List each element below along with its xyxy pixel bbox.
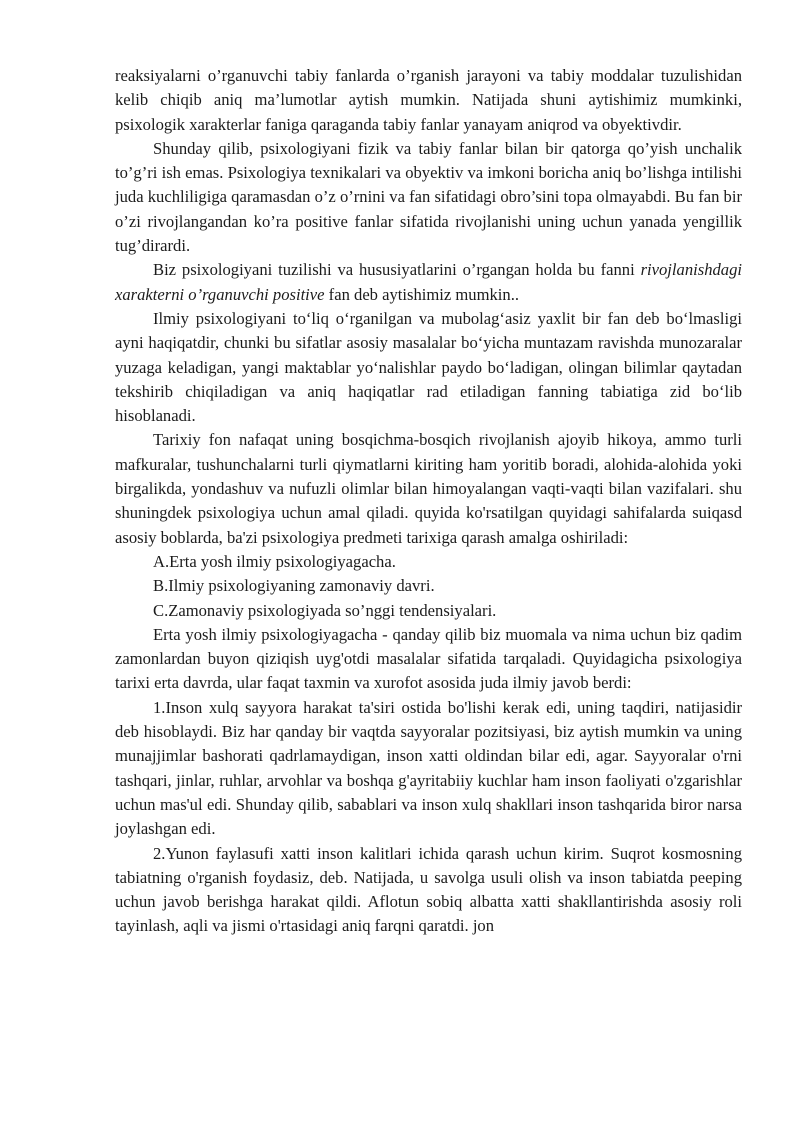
document-page — [115, 64, 742, 939]
paragraph-2: Shunday qilib, psixologiyani fizik va tabiy fanlar bilan bir qatorga qo’yish unchalik to’g’ri ish emas. Psixologiya texnikalari va obyektiv va imkoni boricha aniq bo’lishga intilishi juda kuchliligiga qaramasdan o’z o’rnini va fan sifatidagi obro’sini topa olmayabdi. Bu fan bir o’zi rivojlangandan ko’ra positive fanlar sifatida rivojlanishi uning uchun yanada yengillik tug’dirardi. — [115, 138, 742, 256]
list-item-c: C.Zamonaviy psixologiyada so’nggi tendensiyalari. — [153, 600, 497, 620]
paragraph-3-tail: fan deb aytishimiz mumkin.. — [324, 284, 520, 304]
paragraph-7: 1.Inson xulq sayyora harakat ta'siri ostida bo'lishi kerak edi, uning taqdiri, natijasidir deb hisoblaydi. Biz har qanday bir vaqtda sayyoralar pozitsiyasi, biz aytish mumkin va uning munajjimlar bashorati qadrlamaydigan, inson xatti oldindan bilar edi, agar. Sayyoralar o'rni tashqari, jinlar, ruhlar, arvohlar va boshqa g'ayritabiiy kuchlar ham inson faoliyati o'zgarishlar uchun mas'ul edi. Shunday qilib, sabablari va inson xulq shakllari inson tashqarida biror narsa joylashgan edi. — [115, 697, 742, 839]
paragraph-3 — [115, 258, 742, 307]
list-item-a: A.Erta yosh ilmiy psixologiyagacha. — [153, 551, 396, 571]
paragraph-5: Tarixiy fon nafaqat uning bosqichma-bosqich rivojlanish ajoyib hikoya, ammo turli mafkuralar, tushunchalarni turli qiymatlarni kiriting ham yoritib boradi, alohida-alohida yoki birgalikda, yondashuv va nufuzli olimlar bilan himoyalangan vaqti-vaqti bilan vazifalari. shu shuningdek psixologiya uchun amal qiladi. quyida ko'rsatilgan quyidagi sahifalarda suiqasd asosiy boblarda, ba'zi psixologiya predmeti tarixiga qarash amalga oshiriladi: — [115, 430, 742, 547]
paragraph-4: Ilmiy psixologiyani to‘liq o‘rganilgan va mubolag‘asiz yaxlit bir fan deb bo‘lmasligi ayni haqiqatdir, chunki bu sifatlar asosiy masalalar bo‘yicha muntazam ravishda munozaralar yuzaga keladigan, yangi maktablar yo‘nalishlar paydo bo‘ladigan, olingan bilimlar qaytadan tekshirib chiqiladigan va aniq haqiqatlar rad etiladigan fanning tabiatiga zid bo‘lib hisoblanadi. — [115, 308, 742, 426]
paragraph-3-lead: Biz psixologiyani tuzilishi va hususiyatlarini o’rgangan holda bu fanni — [153, 260, 641, 280]
paragraph-6: Erta yosh ilmiy psixologiyagacha - qanday qilib biz muomala va nima uchun biz qadim zamonlardan buyon qiziqish uyg'otdi masalalar sifatida tarqaladi. Quyidagicha psixologiya tarixi erta davrda, ular faqat taxmin va xurofot asosida juda ilmiy javob berdi: — [115, 624, 742, 693]
paragraph-8: 2.Yunon faylasufi xatti inson kalitlari ichida qarash uchun kirim. Suqrot kosmosning tabiatning o'rganish foydasiz, deb. Natijada, u savolga usuli olish va inson tabiatda peeping uchun javob berishga harakat qildi. Aflotun sobiq albatta xatti shakllantirishda asosiy roli tayinlash, aqli va jismi o'rtasidagi aniq farqni qaratdi. jon — [115, 843, 742, 936]
paragraph-1: reaksiyalarni o’rganuvchi tabiy fanlarda o’rganish jarayoni va tabiy moddalar tuzulishidan kelib chiqib aniq ma’lumotlar aytish mumkin. Natijada shuni aytishimiz mumkinki, psixologik xarakterlar faniga qaraganda tabiy fanlar yanayam aniqrod va obyektivdir. — [115, 66, 742, 134]
paragraph-3-italic: rivojlanishdagi xarakterni o’rganuvchi positive — [115, 260, 742, 304]
list-item-b: B.Ilmiy psixologiyaning zamonaviy davri. — [153, 576, 435, 596]
